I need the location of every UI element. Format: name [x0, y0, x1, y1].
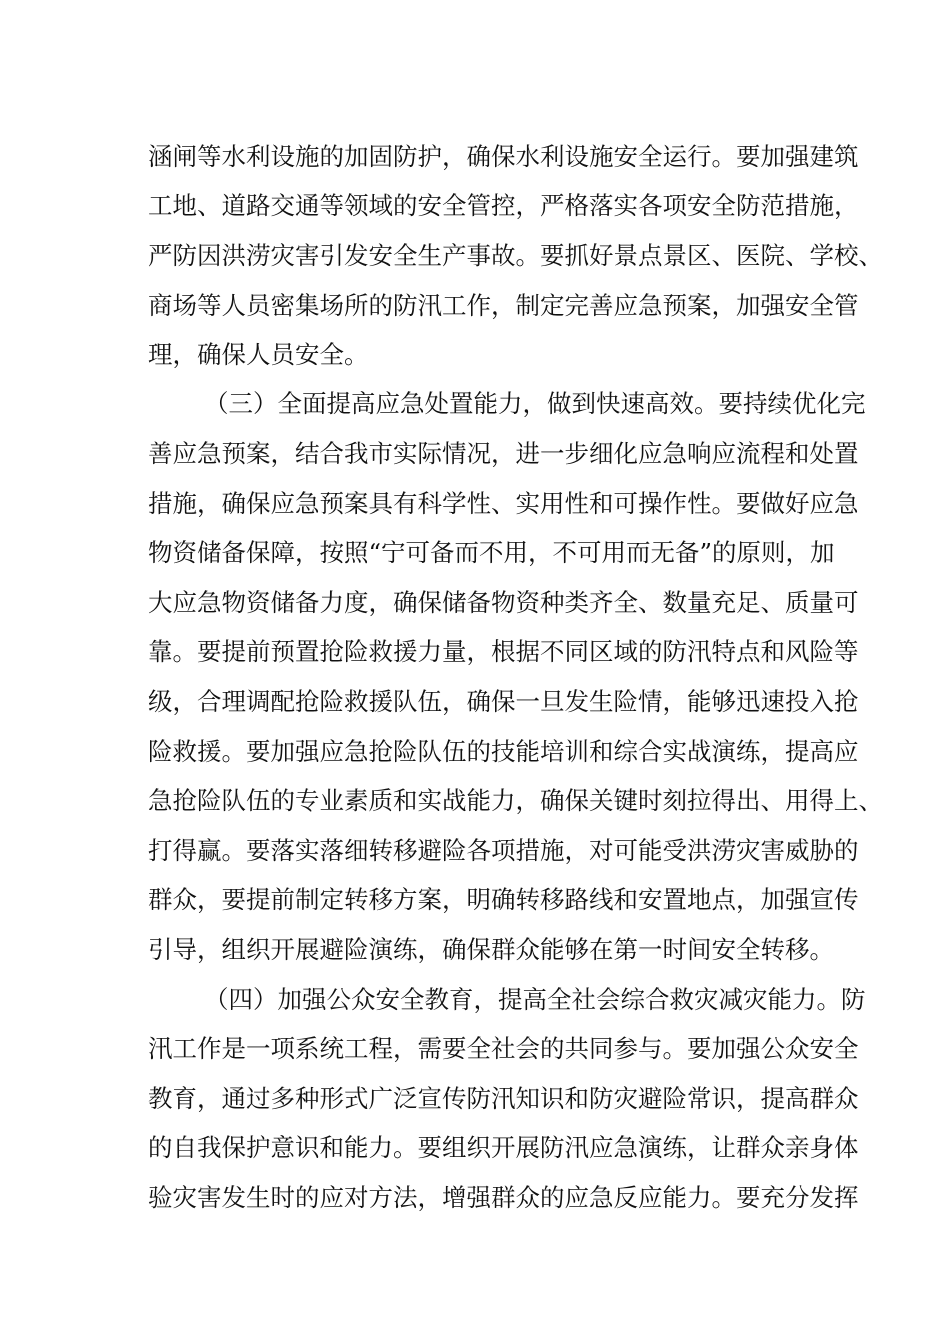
text-line: 涵闸等水利设施的加固防护，确保水利设施安全运行。要加强建筑	[148, 142, 859, 171]
text-line: 引导，组织开展避险演练，确保群众能够在第一时间安全转移。	[148, 935, 834, 964]
text-line: 级，合理调配抢险救援队伍，确保一旦发生险情，能够迅速投入抢	[148, 687, 859, 716]
text-line: 靠。要提前预置抢险救援力量，根据不同区域的防汛特点和风险等	[148, 637, 859, 666]
text-line: 措施，确保应急预案具有科学性、实用性和可操作性。要做好应急	[148, 489, 859, 518]
text-line: 严防因洪涝灾害引发安全生产事故。要抓好景点景区、医院、学校、	[148, 241, 883, 270]
text-line: 验灾害发生时的应对方法，增强群众的应急反应能力。要充分发挥	[148, 1183, 859, 1212]
text-line: 商场等人员密集场所的防汛工作，制定完善应急预案，加强安全管	[148, 291, 859, 320]
text-line: 险救援。要加强应急抢险队伍的技能培训和综合实战演练，提高应	[148, 737, 859, 766]
text-line: 教育，通过多种形式广泛宣传防汛知识和防灾避险常识，提高群众	[148, 1084, 859, 1113]
text-line: 善应急预案，结合我市实际情况，进一步细化应急响应流程和处置	[148, 439, 859, 468]
text-line: 工地、道路交通等领域的安全管控，严格落实各项安全防范措施，	[148, 191, 859, 220]
text-line: 物资储备保障，按照“宁可备而不用，不可用而无备”的原则，加	[148, 538, 835, 567]
text-line: 的自我保护意识和能力。要组织开展防汛应急演练，让群众亲身体	[148, 1133, 859, 1162]
text-line: 急抢险队伍的专业素质和实战能力，确保关键时刻拉得出、用得上、	[148, 786, 883, 815]
paragraph-heading-3: （三）全面提高应急处置能力，做到快速高效。要持续优化完	[204, 389, 866, 418]
text-line: 大应急物资储备力度，确保储备物资种类齐全、数量充足、质量可	[148, 588, 859, 617]
text-line: 打得赢。要落实落细转移避险各项措施，对可能受洪涝灾害威胁的	[148, 836, 859, 865]
paragraph-heading-4: （四）加强公众安全教育，提高全社会综合救灾减灾能力。防	[204, 985, 866, 1014]
text-line: 群众，要提前制定转移方案，明确转移路线和安置地点，加强宣传	[148, 885, 859, 914]
text-line: 理，确保人员安全。	[148, 340, 369, 369]
text-line: 汛工作是一项系统工程，需要全社会的共同参与。要加强公众安全	[148, 1034, 859, 1063]
